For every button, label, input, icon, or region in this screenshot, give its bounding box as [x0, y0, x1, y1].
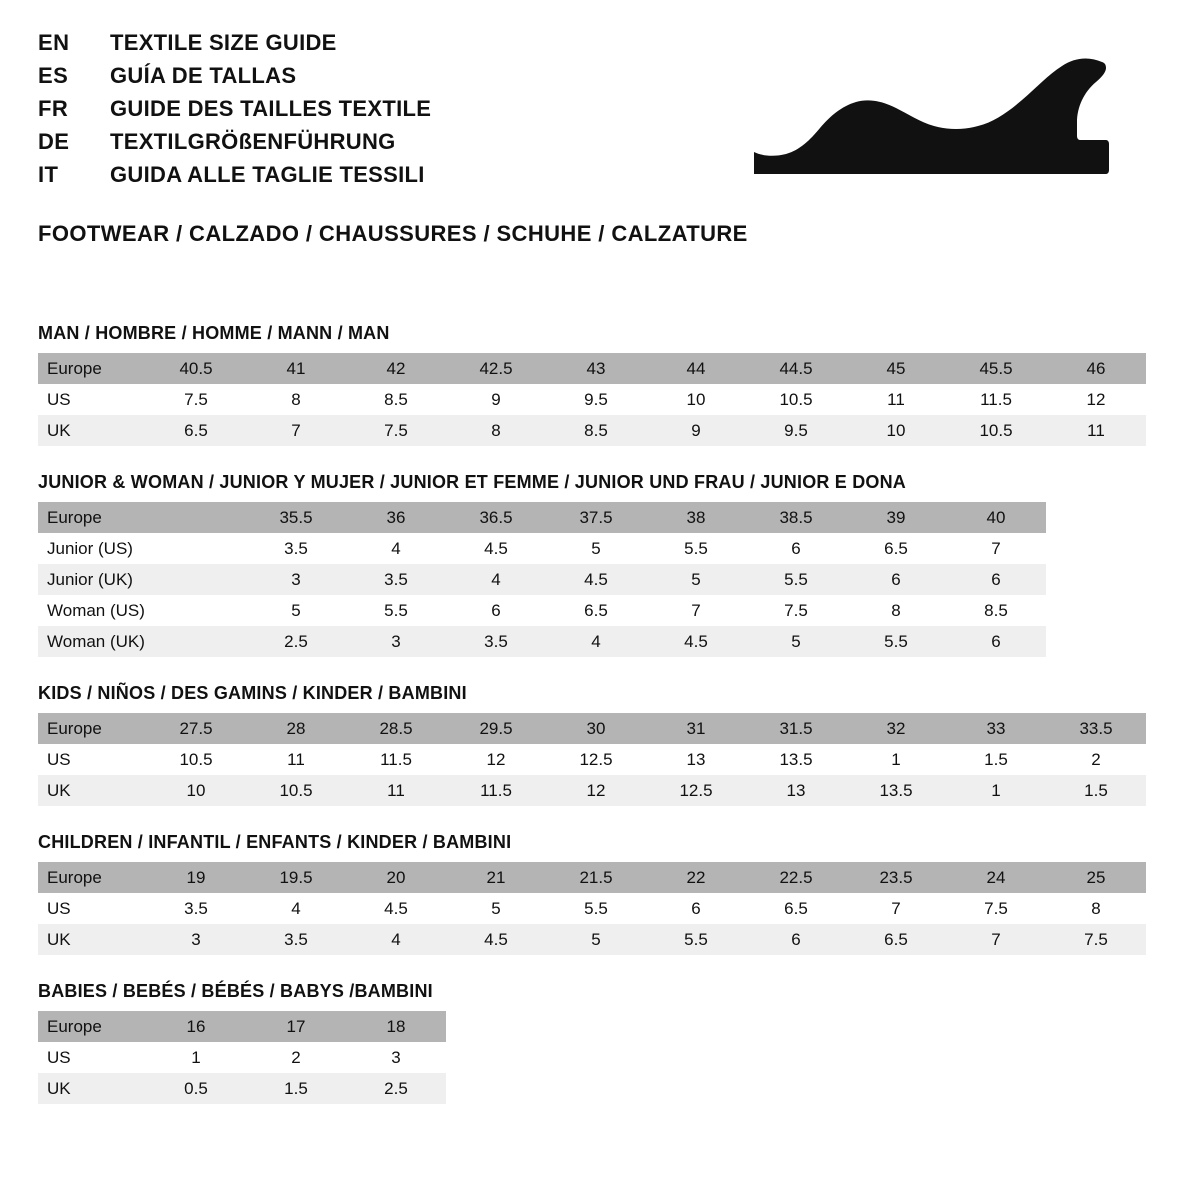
size-cell: 10.5	[946, 415, 1046, 446]
size-cell: 12	[1046, 384, 1146, 415]
size-cell: 16	[146, 1011, 246, 1042]
size-cell: 4	[346, 924, 446, 955]
language-row	[38, 129, 431, 162]
size-cell: 10.5	[146, 744, 246, 775]
language-row	[38, 63, 431, 96]
size-cell: 3.5	[346, 564, 446, 595]
size-cell: 5.5	[346, 595, 446, 626]
size-cell: 12.5	[646, 775, 746, 806]
size-cell: 2.5	[246, 626, 346, 657]
size-cell: 28.5	[346, 713, 446, 744]
size-table	[38, 353, 1146, 446]
size-cell: 5	[546, 533, 646, 564]
size-cell: 9	[646, 415, 746, 446]
section-title: MAN / HOMBRE / HOMME / MANN / MAN	[38, 323, 390, 343]
table-header-row	[38, 353, 1146, 384]
table-row	[38, 626, 1046, 657]
size-cell: 7	[246, 415, 346, 446]
size-cell: 27.5	[146, 713, 246, 744]
section-title: CHILDREN / INFANTIL / ENFANTS / KINDER / BAMBINI	[38, 832, 512, 852]
size-cell: 38	[646, 502, 746, 533]
size-cell: 10.5	[246, 775, 346, 806]
size-cell: 12.5	[546, 744, 646, 775]
table-row	[38, 1073, 446, 1104]
size-cell: 6.5	[846, 924, 946, 955]
size-sections	[38, 323, 1162, 1104]
size-section	[38, 832, 1162, 955]
size-cell: 7	[946, 533, 1046, 564]
size-cell: 1.5	[246, 1073, 346, 1104]
size-cell: 36	[346, 502, 446, 533]
row-label: Europe	[38, 1011, 146, 1042]
size-cell: 4.5	[646, 626, 746, 657]
size-cell: 7	[646, 595, 746, 626]
row-label: Europe	[38, 862, 146, 893]
language-code: DE	[38, 129, 70, 154]
size-cell: 39	[846, 502, 946, 533]
size-cell: 6.5	[546, 595, 646, 626]
size-cell: 6	[746, 924, 846, 955]
size-cell: 3.5	[246, 924, 346, 955]
size-cell: 1	[946, 775, 1046, 806]
size-cell: 40.5	[146, 353, 246, 384]
size-cell: 3	[346, 1042, 446, 1073]
size-cell: 42.5	[446, 353, 546, 384]
size-cell: 12	[546, 775, 646, 806]
size-cell: 11	[346, 775, 446, 806]
size-cell: 4	[346, 533, 446, 564]
size-cell	[146, 564, 246, 595]
language-title: GUIDE DES TAILLES TEXTILE	[110, 96, 432, 121]
row-label: Europe	[38, 502, 146, 533]
size-cell: 8	[446, 415, 546, 446]
table-row	[38, 924, 1146, 955]
row-label: Junior (US)	[38, 533, 146, 564]
size-cell: 8	[846, 595, 946, 626]
size-cell: 29.5	[446, 713, 546, 744]
row-label: Europe	[38, 353, 146, 384]
size-cell: 11.5	[346, 744, 446, 775]
size-cell: 4.5	[346, 893, 446, 924]
language-row	[38, 96, 431, 129]
size-cell: 35.5	[246, 502, 346, 533]
size-cell: 7.5	[946, 893, 1046, 924]
size-cell: 5.5	[646, 533, 746, 564]
size-section	[38, 472, 1162, 657]
section-title: JUNIOR & WOMAN / JUNIOR Y MUJER / JUNIOR ET FEMME / JUNIOR UND FRAU / JUNIOR E DONA	[38, 472, 907, 492]
size-cell: 10	[646, 384, 746, 415]
row-label: UK	[38, 775, 146, 806]
size-cell: 24	[946, 862, 1046, 893]
size-cell: 8	[1046, 893, 1146, 924]
footwear-heading: FOOTWEAR / CALZADO / CHAUSSURES / SCHUHE / CALZATURE	[38, 221, 748, 246]
size-cell: 6	[746, 533, 846, 564]
size-cell: 43	[546, 353, 646, 384]
table-row	[38, 1042, 446, 1073]
size-cell: 6.5	[746, 893, 846, 924]
size-cell: 3	[246, 564, 346, 595]
size-cell: 44.5	[746, 353, 846, 384]
size-cell: 30	[546, 713, 646, 744]
size-cell: 13	[646, 744, 746, 775]
size-table	[38, 713, 1146, 806]
size-cell: 4.5	[546, 564, 646, 595]
section-title: KIDS / NIÑOS / DES GAMINS / KINDER / BAMBINI	[38, 683, 467, 703]
row-label: UK	[38, 415, 146, 446]
table-header-row	[38, 862, 1146, 893]
size-cell: 1.5	[946, 744, 1046, 775]
size-cell: 45	[846, 353, 946, 384]
size-cell: 6	[446, 595, 546, 626]
table-row	[38, 384, 1146, 415]
size-cell: 31.5	[746, 713, 846, 744]
row-label: Europe	[38, 713, 146, 744]
size-table	[38, 862, 1146, 955]
size-cell: 9	[446, 384, 546, 415]
size-cell: 42	[346, 353, 446, 384]
size-cell: 1	[146, 1042, 246, 1073]
size-cell: 9.5	[746, 415, 846, 446]
size-cell: 31	[646, 713, 746, 744]
size-cell: 33	[946, 713, 1046, 744]
size-cell: 6	[646, 893, 746, 924]
size-cell: 21	[446, 862, 546, 893]
size-cell: 0.5	[146, 1073, 246, 1104]
size-cell: 11	[1046, 415, 1146, 446]
size-cell: 7.5	[146, 384, 246, 415]
size-cell: 6	[946, 564, 1046, 595]
size-cell	[146, 502, 246, 533]
size-cell: 7.5	[1046, 924, 1146, 955]
language-code: EN	[38, 30, 70, 55]
size-cell	[146, 595, 246, 626]
row-label: US	[38, 893, 146, 924]
size-cell: 5.5	[646, 924, 746, 955]
size-cell: 28	[246, 713, 346, 744]
section-title: BABIES / BEBÉS / BÉBÉS / BABYS /BAMBINI	[38, 981, 433, 1001]
size-cell: 5	[546, 924, 646, 955]
size-cell: 2	[1046, 744, 1146, 775]
table-header-row	[38, 502, 1046, 533]
size-cell: 10.5	[746, 384, 846, 415]
size-cell: 2.5	[346, 1073, 446, 1104]
size-cell: 6.5	[846, 533, 946, 564]
size-cell: 8	[246, 384, 346, 415]
size-cell: 25	[1046, 862, 1146, 893]
table-row	[38, 775, 1146, 806]
size-cell: 5.5	[746, 564, 846, 595]
size-cell: 5	[446, 893, 546, 924]
size-cell: 22.5	[746, 862, 846, 893]
size-cell: 3	[346, 626, 446, 657]
size-cell: 5	[646, 564, 746, 595]
table-header-row	[38, 713, 1146, 744]
size-cell: 17	[246, 1011, 346, 1042]
size-cell: 18	[346, 1011, 446, 1042]
size-cell: 4	[446, 564, 546, 595]
row-label: Junior (UK)	[38, 564, 146, 595]
size-cell: 33.5	[1046, 713, 1146, 744]
size-cell: 23.5	[846, 862, 946, 893]
size-cell: 37.5	[546, 502, 646, 533]
size-cell: 6	[946, 626, 1046, 657]
size-cell: 11.5	[946, 384, 1046, 415]
size-cell: 8.5	[546, 415, 646, 446]
table-row	[38, 595, 1046, 626]
language-title: TEXTILGRÖßENFÜHRUNG	[110, 129, 396, 154]
language-row	[38, 162, 431, 195]
size-cell: 7	[846, 893, 946, 924]
size-cell	[146, 626, 246, 657]
size-cell: 7.5	[346, 415, 446, 446]
size-cell: 5	[746, 626, 846, 657]
size-cell: 11	[246, 744, 346, 775]
size-cell: 10	[846, 415, 946, 446]
size-cell: 36.5	[446, 502, 546, 533]
row-label: US	[38, 1042, 146, 1073]
size-cell: 4.5	[446, 924, 546, 955]
table-row	[38, 533, 1046, 564]
size-cell: 44	[646, 353, 746, 384]
language-code: FR	[38, 96, 69, 121]
size-cell: 6	[846, 564, 946, 595]
row-label: US	[38, 384, 146, 415]
size-cell: 21.5	[546, 862, 646, 893]
size-cell: 22	[646, 862, 746, 893]
row-label: UK	[38, 1073, 146, 1104]
table-row	[38, 564, 1046, 595]
size-cell: 6.5	[146, 415, 246, 446]
row-label: Woman (US)	[38, 595, 146, 626]
size-cell: 3	[146, 924, 246, 955]
language-code: ES	[38, 63, 69, 88]
size-cell: 11	[846, 384, 946, 415]
table-header-row	[38, 1011, 446, 1042]
size-cell: 13.5	[846, 775, 946, 806]
language-title: TEXTILE SIZE GUIDE	[110, 30, 337, 55]
size-cell: 4	[246, 893, 346, 924]
size-cell: 3.5	[146, 893, 246, 924]
size-cell: 40	[946, 502, 1046, 533]
size-cell: 3.5	[446, 626, 546, 657]
size-table	[38, 502, 1046, 657]
size-cell: 5.5	[546, 893, 646, 924]
size-cell: 5.5	[846, 626, 946, 657]
size-cell: 4.5	[446, 533, 546, 564]
size-cell: 20	[346, 862, 446, 893]
size-cell: 4	[546, 626, 646, 657]
size-cell: 10	[146, 775, 246, 806]
size-cell: 19	[146, 862, 246, 893]
size-cell: 38.5	[746, 502, 846, 533]
size-cell: 11.5	[446, 775, 546, 806]
size-cell: 7.5	[746, 595, 846, 626]
size-table	[38, 1011, 446, 1104]
size-section	[38, 323, 1162, 446]
row-label: Woman (UK)	[38, 626, 146, 657]
size-cell: 45.5	[946, 353, 1046, 384]
size-section	[38, 981, 1162, 1104]
size-cell: 7	[946, 924, 1046, 955]
size-cell: 13	[746, 775, 846, 806]
language-title: GUIDA ALLE TAGLIE TESSILI	[110, 162, 425, 187]
size-cell: 32	[846, 713, 946, 744]
size-cell	[146, 533, 246, 564]
language-code: IT	[38, 162, 59, 187]
language-list	[38, 30, 431, 195]
size-cell: 8.5	[946, 595, 1046, 626]
dress-shoe-icon	[750, 52, 1110, 187]
size-cell: 1.5	[1046, 775, 1146, 806]
size-cell: 5	[246, 595, 346, 626]
row-label: UK	[38, 924, 146, 955]
size-cell: 2	[246, 1042, 346, 1073]
size-cell: 12	[446, 744, 546, 775]
table-row	[38, 415, 1146, 446]
row-label: US	[38, 744, 146, 775]
language-title: GUÍA DE TALLAS	[110, 63, 297, 88]
language-row	[38, 30, 431, 63]
size-cell: 46	[1046, 353, 1146, 384]
table-row	[38, 744, 1146, 775]
size-cell: 8.5	[346, 384, 446, 415]
size-cell: 19.5	[246, 862, 346, 893]
size-cell: 41	[246, 353, 346, 384]
size-section	[38, 683, 1162, 806]
table-row	[38, 893, 1146, 924]
page-header	[38, 30, 1162, 195]
size-cell: 13.5	[746, 744, 846, 775]
size-cell: 9.5	[546, 384, 646, 415]
size-cell: 1	[846, 744, 946, 775]
size-cell: 3.5	[246, 533, 346, 564]
